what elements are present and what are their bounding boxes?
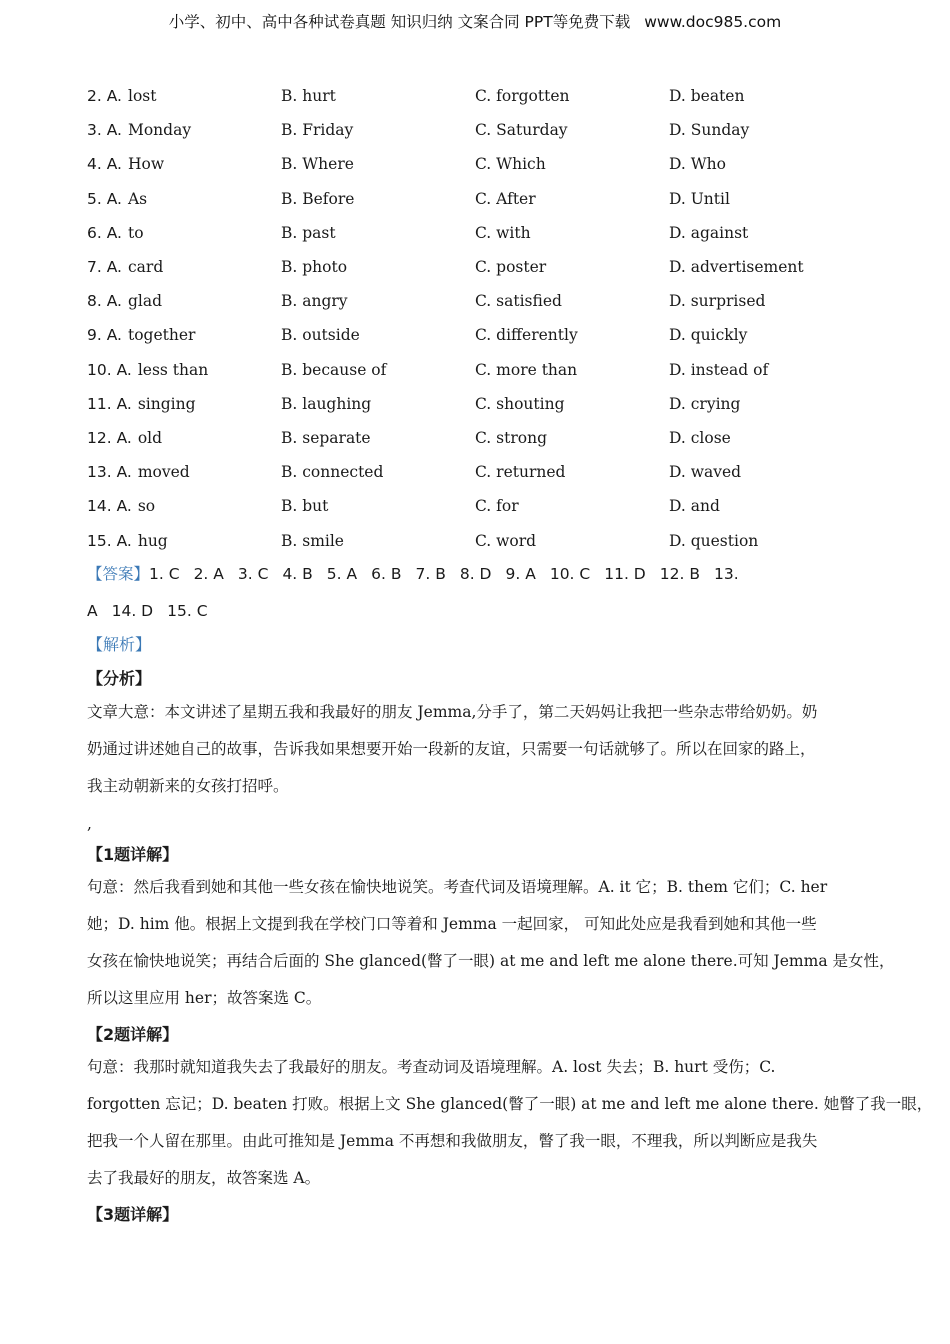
option-cell: B. but (281, 497, 329, 516)
q1-label: 【1题详解】 (87, 845, 179, 864)
q2-line: 去了我最好的朋友，故答案选 A。 (87, 1169, 321, 1187)
q2-line: 句意：我那时就知道我失去了我最好的朋友。考查动词及语境理解。A. lost 失去；B. hurt 受伤；C. (87, 1058, 776, 1076)
option-cell: B. connected (281, 463, 384, 482)
option-cell: D. beaten (669, 87, 745, 105)
option-cell: D. instead of (669, 360, 769, 379)
option-cell: B. Friday (281, 121, 354, 140)
option-cell: 9. A. together (87, 326, 196, 345)
analysis-label: 【解析】 (87, 635, 152, 654)
answer-item: 4. B (282, 565, 313, 583)
option-cell: C. satisfied (475, 292, 562, 311)
option-cell: B. angry (281, 292, 348, 311)
option-cell: D. Who (669, 155, 726, 174)
answer-item: 6. B (371, 565, 402, 583)
option-cell: B. hurt (281, 87, 336, 105)
option-cell: D. Sunday (669, 121, 750, 140)
answer-item: 12. B (659, 565, 700, 583)
option-cell: 6. A. to (87, 223, 144, 242)
option-row (87, 222, 887, 244)
q1-line: 她；D. him 他。根据上文提到我在学校门口等着和 Jemma 一起回家， 可知此处应是我看到她和其他一些 (87, 915, 817, 933)
answer-item: 8. D (459, 565, 492, 583)
option-cell: 7. A. card (87, 258, 164, 276)
option-cell: C. word (475, 531, 537, 550)
option-row (87, 153, 887, 175)
q3-label: 【3题详解】 (87, 1205, 179, 1224)
answer-item: 3. C (237, 565, 269, 583)
answer-item: 7. B (415, 565, 446, 583)
option-cell: 10. A. less than (87, 360, 209, 379)
option-cell: D. question (669, 531, 759, 550)
option-row (87, 119, 887, 141)
option-cell: C. After (475, 189, 536, 208)
option-cell: D. and (669, 497, 720, 516)
option-row (87, 393, 887, 415)
summary-line: 我主动朝新来的女孩打招呼。 (87, 777, 289, 795)
summary-line: 奶通过讲述她自己的故事，告诉我如果想要开始一段新的友谊，只需要一句话就够了。所以在回家的路上， (87, 740, 816, 758)
header-site: www.doc985.com (644, 13, 782, 31)
option-row (87, 290, 887, 312)
answer-label: 【答案】 (87, 565, 150, 583)
option-cell: C. strong (475, 429, 547, 447)
option-row (87, 427, 887, 449)
answer-item: 2. A (193, 565, 224, 583)
answer-item: 15. C (167, 602, 208, 620)
option-row (87, 461, 887, 483)
answer-item: 1. C (149, 565, 180, 583)
option-cell: 13. A. moved (87, 463, 190, 482)
option-row (87, 359, 887, 381)
page-header (0, 10, 950, 32)
q1-line: 句意：然后我看到她和其他一些女孩在愉快地说笑。考查代词及语境理解。A. it 它；B. them 它们；C. her (87, 878, 828, 896)
option-cell: D. against (669, 223, 749, 242)
answer-item: 10. C (549, 565, 591, 583)
option-cell: D. quickly (669, 326, 748, 345)
option-cell: D. crying (669, 394, 741, 413)
option-cell: 8. A. glad (87, 292, 163, 311)
answer-line-1 (87, 563, 753, 585)
option-cell: 12. A. old (87, 429, 163, 447)
option-cell: B. laughing (281, 394, 372, 413)
answer-item: 14. D (111, 602, 154, 620)
option-row (87, 324, 887, 346)
option-cell: 14. A. so (87, 497, 156, 516)
header-title: 小学、初中、高中各种试卷真题 知识归纳 文案合同 PPT等免费下载 (168, 13, 631, 31)
option-cell: B. because of (281, 360, 387, 379)
option-cell: C. poster (475, 258, 547, 276)
option-cell: 4. A. How (87, 155, 165, 174)
q2-line: forgotten 忘记；D. beaten 打败。根据上文 She glanced(瞥了一眼) at me and left me alone there. 她瞥了我一眼， (87, 1095, 933, 1113)
fenxi-label: 【分析】 (87, 669, 152, 688)
option-cell: D. advertisement (669, 258, 804, 276)
option-cell: D. Until (669, 189, 730, 208)
q1-line: 所以这里应用 her；故答案选 C。 (87, 989, 322, 1007)
answer-item: 13. (713, 565, 739, 583)
option-cell: B. separate (281, 429, 371, 447)
q2-line: 把我一个人留在那里。由此可推知是 Jemma 不再想和我做朋友，瞥了我一眼，不理我，所以判断应是我失 (87, 1132, 818, 1150)
q2-paragraph (87, 1049, 933, 1197)
option-row (87, 256, 887, 278)
option-cell: C. shouting (475, 394, 565, 413)
q1-line: 女孩在愉快地说笑；再结合后面的 She glanced(瞥了一眼) at me and left me alone there.可知 Jemma 是女性， (87, 952, 895, 970)
option-cell: 11. A. singing (87, 394, 196, 413)
option-cell: 2. A. lost (87, 87, 157, 105)
option-cell: 15. A. hug (87, 531, 168, 550)
option-cell: D. close (669, 429, 731, 447)
answer-item: 11. D (604, 565, 646, 583)
option-cell: C. Saturday (475, 121, 568, 140)
summary-line: 文章大意：本文讲述了星期五我和我最好的朋友 Jemma,分手了，第二天妈妈让我把一些杂志带给奶奶。奶 (87, 703, 818, 721)
option-cell: D. waved (669, 463, 742, 482)
option-row (87, 495, 887, 517)
option-cell: B. past (281, 223, 336, 242)
q2-label: 【2题详解】 (87, 1025, 179, 1044)
option-cell: C. for (475, 497, 519, 516)
option-cell: C. returned (475, 463, 566, 482)
comma-line: , (87, 815, 92, 833)
option-cell: D. surprised (669, 292, 766, 311)
option-cell: B. photo (281, 258, 348, 276)
option-cell: B. Before (281, 189, 355, 208)
answer-item: A (87, 602, 98, 620)
option-cell: C. forgotten (475, 87, 570, 105)
answer-item: 5. A (326, 565, 358, 583)
option-row (87, 530, 887, 552)
option-row (87, 85, 887, 107)
answer-line-2 (87, 600, 222, 622)
option-cell: 5. A. As (87, 189, 148, 208)
option-cell: B. smile (281, 531, 344, 550)
q1-paragraph (87, 869, 895, 1017)
answer-item: 9. A (505, 565, 536, 583)
option-cell: B. Where (281, 155, 354, 174)
option-cell: C. more than (475, 360, 578, 379)
option-cell: B. outside (281, 326, 360, 345)
option-cell: C. with (475, 223, 531, 242)
summary-paragraph (87, 694, 877, 805)
option-cell: C. Which (475, 155, 546, 174)
option-cell: 3. A. Monday (87, 121, 192, 140)
option-row (87, 188, 887, 210)
option-cell: C. differently (475, 326, 578, 345)
